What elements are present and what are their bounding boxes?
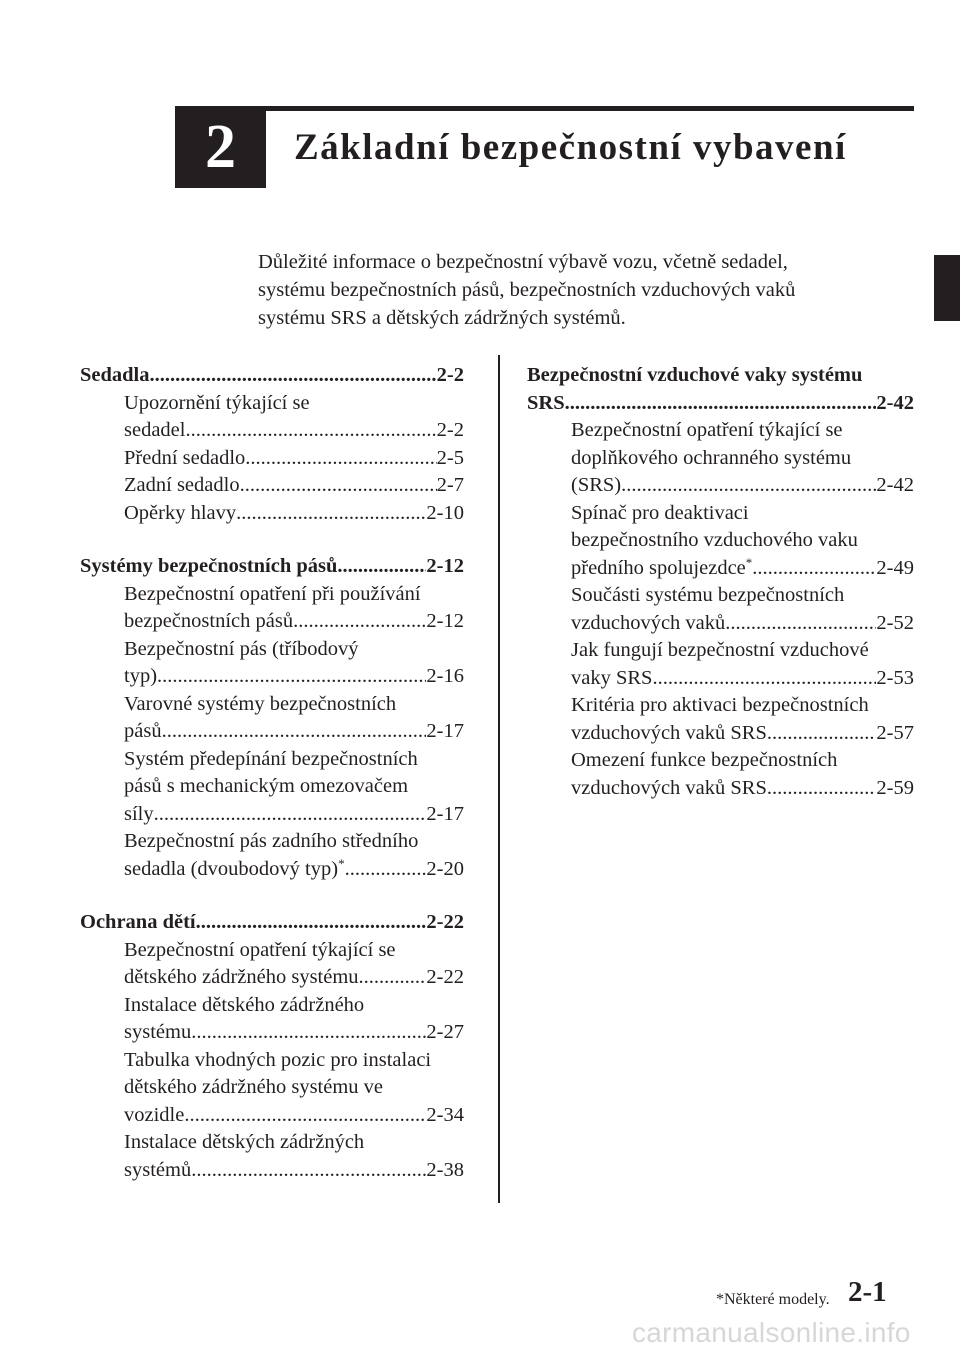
- toc-entry-line: Omezení funkce bezpečnostních: [571, 749, 838, 771]
- toc-entry-line: Kritéria pro aktivaci bezpečnostních: [571, 694, 869, 716]
- toc-entry-position-table[interactable]: vozidle ..... 2-34: [80, 1102, 464, 1130]
- intro-line: Důležité informace o bezpečnostní výbavě vozu, včetně sedadel,: [258, 251, 788, 273]
- page-number: 2-1: [848, 1276, 887, 1308]
- toc-entry-line: Instalace dětského zádržného: [124, 993, 365, 1016]
- column-divider: [498, 355, 500, 1203]
- toc-heading-airbags[interactable]: SRS ..... 2-42: [527, 390, 914, 418]
- watermark: carmanualsonline.info: [632, 1317, 911, 1348]
- toc-right-column: [527, 362, 914, 828]
- toc-entry-line: Spínač pro deaktivaci: [571, 501, 749, 524]
- toc-entry-line: Instalace dětských zádržných: [124, 1131, 365, 1153]
- intro-line: systému bezpečnostních pásů, bezpečnostních vzduchových vaků: [258, 279, 796, 301]
- toc-entry-line: Upozornění týkající se: [124, 391, 310, 414]
- toc-heading-airbags-line: Bezpečnostní vzduchové vaky systému: [527, 364, 863, 386]
- toc-entry-belt-warning[interactable]: pásů ..... 2-17: [80, 718, 464, 746]
- toc-section-seats: [80, 362, 464, 527]
- toc-entry-rear-center-belt[interactable]: sedadla (dvoubodový typ)* ..... 2-20: [80, 856, 464, 884]
- toc-entry-front-seat[interactable]: Přední sedadlo ..... 2-5: [80, 445, 464, 473]
- toc-entry-child-install[interactable]: systému ..... 2-27: [80, 1019, 464, 1047]
- toc-entry-child-precautions[interactable]: dětského zádržného systému ..... 2-22: [80, 964, 464, 992]
- footnote: *Některé modely.: [716, 1291, 830, 1308]
- toc-entry-activation-criteria[interactable]: vzduchových vaků SRS ..... 2-57: [527, 720, 914, 748]
- toc-heading-seats[interactable]: Sedadla ..... 2-2: [80, 362, 464, 390]
- toc-entry-line: dětského zádržného systému ve: [124, 1076, 384, 1098]
- chapter-number: 2: [205, 113, 236, 181]
- toc-entry-line: bezpečnostního vzduchového vaku: [571, 529, 858, 551]
- toc-entry-child-systems-install[interactable]: systémů ..... 2-38: [80, 1157, 464, 1185]
- toc-heading-belts[interactable]: Systémy bezpečnostních pásů ..... 2-12: [80, 553, 464, 581]
- toc-entry-pretensioner[interactable]: síly ..... 2-17: [80, 801, 464, 829]
- toc-entry-line: Jak fungují bezpečnostní vzduchové: [571, 639, 869, 661]
- toc-entry-line: Bezpečnostní pás zadního středního: [124, 830, 419, 852]
- toc-heading-children[interactable]: Ochrana dětí ..... 2-22: [80, 909, 464, 937]
- toc-entry-srs-precautions[interactable]: (SRS) ..... 2-42: [527, 472, 914, 500]
- toc-section-belts: [80, 553, 464, 883]
- toc-entry-deactivation-switch[interactable]: předního spolujezdce* ..... 2-49: [527, 555, 914, 583]
- toc-section-airbags: [527, 362, 914, 802]
- toc-entry-line: Bezpečnostní opatření při používání: [124, 582, 421, 605]
- toc-entry-line: Bezpečnostní opatření týkající se: [124, 938, 396, 961]
- toc-entry-rear-seat[interactable]: Zadní sedadlo ..... 2-7: [80, 472, 464, 500]
- toc-entry-line: Součásti systému bezpečnostních: [571, 584, 845, 606]
- toc-entry-line: Systém předepínání bezpečnostních: [124, 747, 418, 770]
- chapter-intro: [258, 248, 878, 332]
- chapter-thumb-tab: [934, 255, 960, 321]
- toc-entry-three-point-belt[interactable]: typ) ..... 2-16: [80, 663, 464, 691]
- toc-entry-airbag-components[interactable]: vzduchových vaků ..... 2-52: [527, 610, 914, 638]
- toc-entry-line: Bezpečnostní opatření týkající se: [571, 419, 843, 441]
- toc-entry-airbag-limitations[interactable]: vzduchových vaků SRS ..... 2-59: [527, 775, 914, 803]
- toc-entry-seat-warnings[interactable]: sedadel ..... 2-2: [80, 417, 464, 445]
- toc-left-column: [80, 362, 464, 1210]
- toc-entry-line: Varovné systémy bezpečnostních: [124, 692, 397, 715]
- optional-model-mark: *: [338, 855, 345, 871]
- toc-entry-line: Bezpečnostní pás (tříbodový: [124, 637, 359, 660]
- chapter-number-box: [175, 106, 266, 188]
- chapter-header-rule: [175, 106, 914, 111]
- chapter-title: Základní bezpečnostní vybavení: [294, 127, 847, 168]
- toc-entry-head-restraints[interactable]: Opěrky hlavy ..... 2-10: [80, 500, 464, 528]
- intro-line: systému SRS a dětských zádržných systémů.: [258, 307, 626, 329]
- toc-entry-line: doplňkového ochranného systému: [571, 446, 852, 469]
- toc-entry-line: pásů s mechanickým omezovačem: [124, 775, 409, 797]
- toc-entry-belt-precautions[interactable]: bezpečnostních pásů ..... 2-12: [80, 608, 464, 636]
- toc-section-children: [80, 909, 464, 1184]
- optional-model-mark: *: [745, 554, 753, 570]
- toc-entry-line: Tabulka vhodných pozic pro instalaci: [124, 1048, 432, 1071]
- toc-entry-how-airbags-work[interactable]: vaky SRS ..... 2-53: [527, 665, 914, 693]
